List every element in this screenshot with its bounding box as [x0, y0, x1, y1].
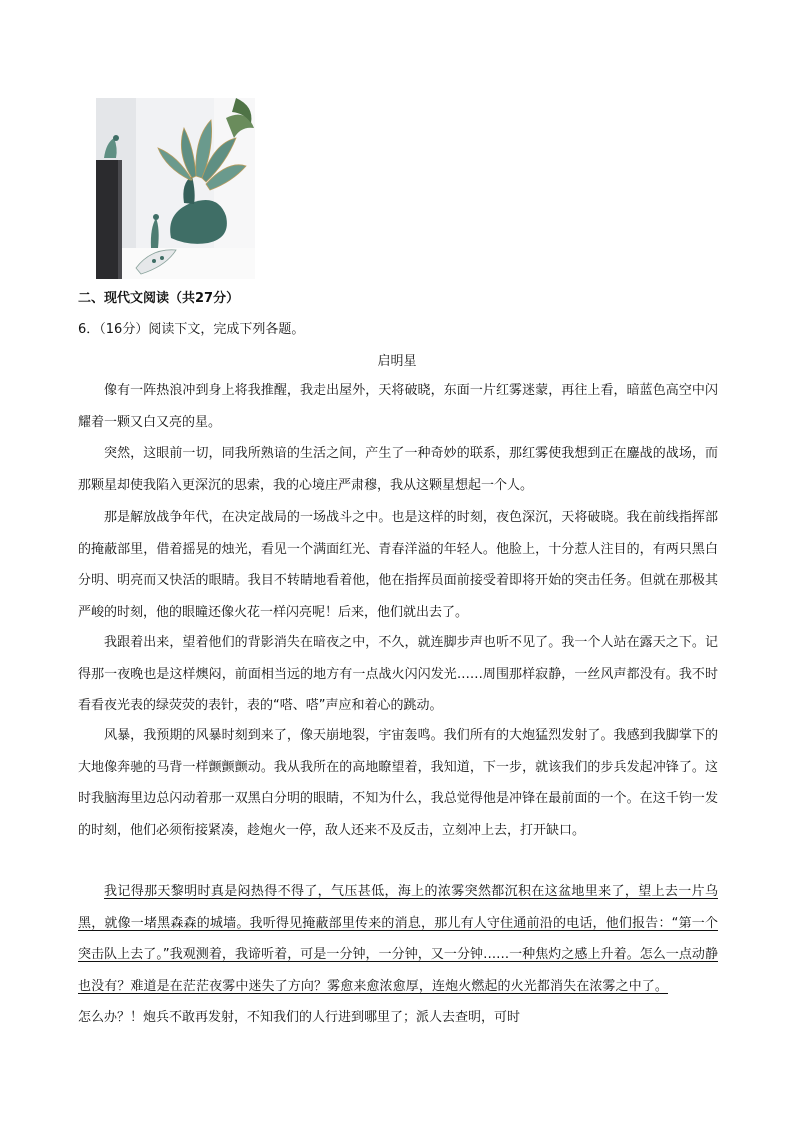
question-prompt: 6．（16分）阅读下文，完成下列各题。 [78, 322, 305, 337]
paragraph-1: 像有一阵热浪冲到身上将我推醒，我走出屋外，天将破晓，东面一片红雾迷蒙，再往上看，暗蓝色高空中闪耀着一颗又白又亮的星。 [78, 383, 718, 430]
peacock-vase-illustration [96, 98, 255, 279]
section-heading: 二、现代文阅读（共27分） [78, 291, 240, 306]
article-title: 启明星 [377, 354, 417, 369]
peacock-vase-photo [96, 98, 255, 279]
underlined-passage: 我记得那天黎明时真是闷热得不得了，气压甚低，海上的浓雾突然都沉积在这盆地里来了，望上去一片乌黑，就像一堵黑森森的城墙。我听得见掩蔽部里传来的消息，那儿有人守住通前沿的电话，他们报告：“第一个突击队上去了。”我观测着，我谛听着，可是一分钟，一分钟，又一分钟……一种焦灼之感上升着。怎么一点动静也没有？难道是在茫茫夜雾中迷失了方向？雾愈来愈浓愈厚，连炮火燃起的火光都消失在浓雾之中了。 [78, 884, 718, 994]
paragraph-3: 那是解放战争年代，在决定战局的一场战斗之中。也是这样的时刻，夜色深沉，天将破晓。我在前线指挥部的掩蔽部里，借着摇晃的烛光，看见一个满面红光、青春洋溢的年轻人。他脸上，十分惹人注目的，有两只黑白分明、明亮而又快活的眼睛。我目不转睛地看着他，他在指挥员面前接受着即将开始的突击任务。但就在那极其严峻的时刻，他的眼瞳还像火花一样闪亮呢！后来，他们就出去了。 [78, 510, 718, 620]
paragraph-6 [78, 876, 718, 1034]
paragraph-2: 突然，这眼前一切，同我所熟谙的生活之间，产生了一种奇妙的联系，那红雾使我想到正在鏖战的战场，而那颗星却使我陷入更深沉的思索，我的心境庄严肃穆，我从这颗星想起一个人。 [78, 446, 718, 493]
paragraph-5: 风暴，我预期的风暴时刻到来了，像天崩地裂，宇宙轰鸣。我们所有的大炮猛烈发射了。我感到我脚掌下的大地像奔驰的马背一样颤颤颤动。我从我所在的高地瞭望着，我知道，下一步，就该我们的步兵发起冲锋了。这时我脑海里边总闪动着那一双黑白分明的眼睛，不知为什么，我总觉得他是冲锋在最前面的一个。在这千钧一发的时刻，他们必须衔接紧凑，趁炮火一停，敌人还来不及反击，立刻冲上去，打开缺口。 [78, 728, 718, 838]
paragraph-4: 我跟着出来，望着他们的背影消失在暗夜之中，不久，就连脚步声也听不见了。我一个人站在露天之下。记得那一夜晚也是这样燠闷，前面相当远的地方有一点战火闪闪发光……周围那样寂静，一丝风声都没有。我不时看看夜光表的绿荧荧的表针，表的“嗒、嗒”声应和着心的跳动。 [78, 635, 718, 713]
paragraph-6-continuation: 怎么办？！炮兵不敢再发射，不知我们的人行进到哪里了；派人去查明，可时 [78, 1010, 521, 1025]
